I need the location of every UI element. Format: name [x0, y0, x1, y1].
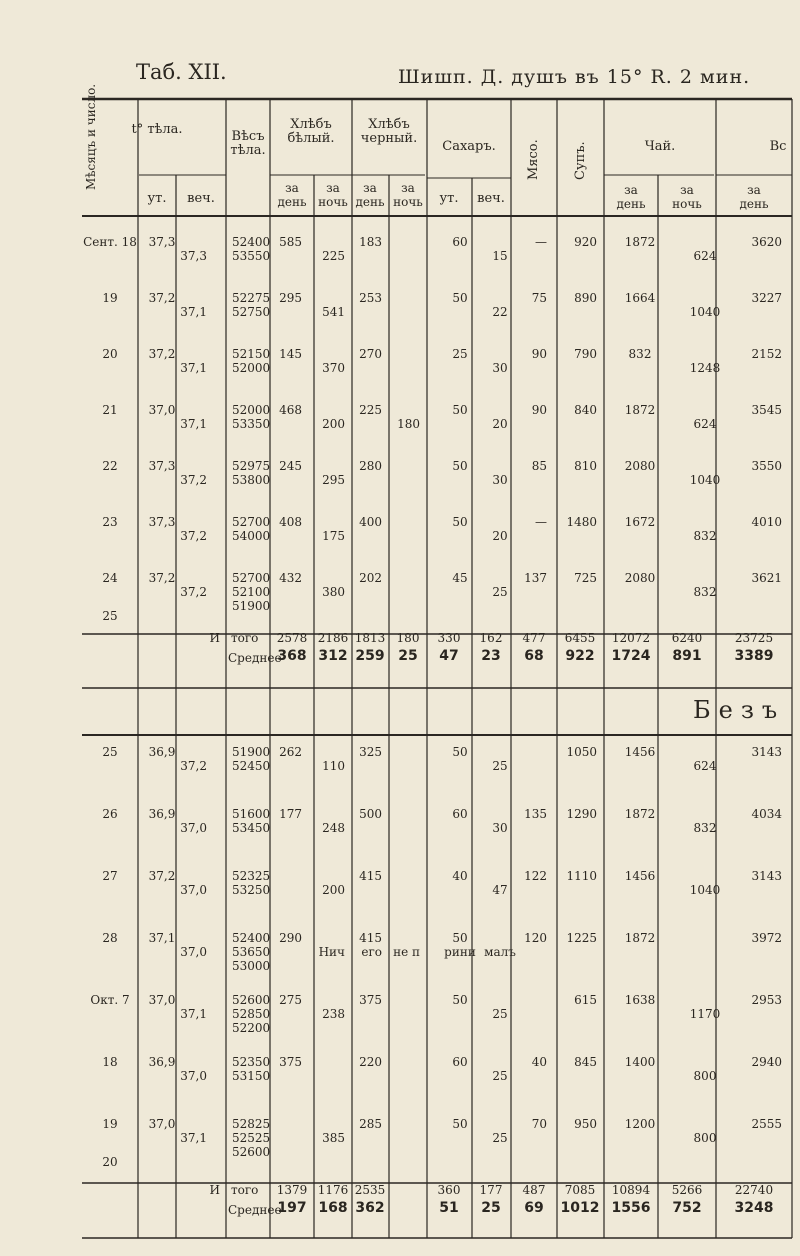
section-label-bez: Безъ — [693, 696, 786, 724]
soup-value: 920 — [574, 235, 597, 249]
avg-tea-night: 891 — [672, 648, 702, 664]
meat-value: 75 — [531, 291, 547, 305]
weight-1: 52825 — [232, 1117, 271, 1131]
temp-evening: 37,2 — [180, 473, 207, 487]
sugar-morning: 50 — [452, 515, 468, 529]
sugar-evening: 30 — [492, 473, 508, 487]
tea-night: 1170 — [689, 1007, 721, 1021]
tea-day: 2080 — [624, 459, 656, 473]
soup-value: 1110 — [566, 869, 597, 883]
sugar-evening: 25 — [492, 759, 508, 773]
average-label: Среднее — [228, 1203, 282, 1217]
meat-value: 135 — [524, 807, 547, 821]
row-date: 21 — [102, 403, 118, 417]
soup-value: 1480 — [566, 515, 597, 529]
tea-night: 1040 — [689, 305, 721, 319]
white-bread-night: 541 — [322, 305, 345, 319]
total-white-bread-day: 1379 — [276, 1183, 308, 1197]
row-date: 27 — [102, 869, 118, 883]
temp-evening: 37,1 — [180, 361, 207, 375]
total-white-bread-night: 1176 — [317, 1183, 349, 1197]
weight-2: 53350 — [232, 417, 271, 431]
meat-value: 70 — [531, 1117, 547, 1131]
weight-1: 52975 — [232, 459, 271, 473]
soup-value: 890 — [574, 291, 597, 305]
white-bread-day: 290 — [279, 931, 302, 945]
black-bread-day: 400 — [359, 515, 382, 529]
white-bread-day: 432 — [279, 571, 302, 585]
weight-1: 52600 — [232, 993, 271, 1007]
tea-day: 832 — [628, 347, 652, 361]
water-day: 3227 — [751, 291, 782, 305]
total-water: 23725 — [734, 631, 774, 645]
total-black-bread-day: 2535 — [354, 1183, 386, 1197]
avg-sugar-morning: 47 — [439, 648, 459, 664]
avg-sugar-evening: 25 — [481, 1200, 501, 1216]
water-day: 3143 — [751, 869, 782, 883]
meat-value: 85 — [531, 459, 547, 473]
col-black-bread-header: Хлѣбъ черный. — [360, 117, 418, 146]
total-soup: 7085 — [564, 1183, 596, 1197]
water-day: 2152 — [751, 347, 782, 361]
tea-night: 1040 — [689, 473, 721, 487]
water-day: 3550 — [751, 459, 782, 473]
avg-sugar-evening: 23 — [481, 648, 501, 664]
col-sugar-pm: веч. — [477, 191, 505, 206]
total-soup: 6455 — [564, 631, 596, 645]
white-bread-night: 110 — [322, 759, 345, 773]
soup-value: 615 — [574, 993, 597, 1007]
weight-1: 52000 — [232, 403, 271, 417]
row-date: 19 — [102, 1117, 118, 1131]
row-date: 22 — [102, 459, 118, 473]
weight-2: 52000 — [232, 361, 271, 375]
col-bb-night: за ночь — [393, 181, 423, 209]
tea-day: 1872 — [624, 807, 656, 821]
temp-morning: 37,2 — [148, 291, 176, 305]
col-tea-day: за день — [616, 183, 646, 211]
tea-night: 800 — [693, 1131, 717, 1145]
soup-value: 725 — [574, 571, 597, 585]
col-sugar-header: Сахаръ. — [442, 139, 496, 154]
tea-day: 1664 — [624, 291, 656, 305]
meat-value: — — [535, 235, 547, 249]
meat-value: 90 — [531, 403, 547, 417]
black-bread-day: 285 — [359, 1117, 382, 1131]
sugar-morning: 60 — [452, 807, 468, 821]
tea-night: 800 — [693, 1069, 717, 1083]
white-bread-night: 200 — [322, 883, 345, 897]
temp-morning: 37,3 — [148, 459, 176, 473]
weight-2: 53800 — [232, 473, 271, 487]
weight-3: 52600 — [232, 1145, 271, 1159]
col-bb-day: за день — [355, 181, 385, 209]
row-date: 18 — [102, 1055, 118, 1069]
row-date: Окт. 7 — [90, 993, 130, 1007]
avg-black-bread-day: 259 — [355, 648, 385, 664]
average-label: Среднее — [228, 651, 282, 665]
tea-day: 1872 — [624, 931, 656, 945]
white-bread-night: 238 — [322, 1007, 345, 1021]
total-black-bread-day: 1813 — [354, 631, 386, 645]
sugar-morning: 50 — [452, 993, 468, 1007]
weight-1: 52150 — [232, 347, 271, 361]
temp-morning: 37,1 — [148, 931, 176, 945]
white-bread-night: 370 — [322, 361, 345, 375]
weight-2: 53450 — [232, 821, 271, 835]
temp-morning: 36,9 — [148, 807, 176, 821]
avg-white-bread-day: 368 — [277, 648, 307, 664]
weight-1: 52400 — [232, 235, 271, 249]
soup-value: 1050 — [566, 745, 597, 759]
weight-2: 52850 — [232, 1007, 271, 1021]
white-bread-night: 225 — [322, 249, 345, 263]
black-bread-day: 415 — [359, 931, 382, 945]
col-wb-day: за день — [277, 181, 307, 209]
sugar-evening: 20 — [492, 529, 508, 543]
col-temp-header: t° тѣла. — [131, 122, 183, 137]
total-label: того — [231, 1183, 259, 1197]
sugar-evening: 25 — [492, 1007, 508, 1021]
sugar-evening: 30 — [492, 361, 508, 375]
weight-2: 52750 — [232, 305, 271, 319]
avg-meat: 69 — [524, 1200, 544, 1216]
tea-night: 624 — [693, 759, 717, 773]
tea-day: 1456 — [624, 869, 656, 883]
tea-day: 1872 — [624, 403, 656, 417]
black-bread-day: 202 — [359, 571, 382, 585]
white-bread-night: 248 — [322, 821, 345, 835]
weight-2: 52450 — [232, 759, 271, 773]
total-label: того — [231, 631, 259, 645]
weight-2: 53150 — [232, 1069, 271, 1083]
tea-day: 1456 — [624, 745, 656, 759]
avg-tea-night: 752 — [672, 1200, 702, 1216]
temp-evening: 37,2 — [180, 759, 207, 773]
tea-night: 1248 — [689, 361, 721, 375]
sugar-morning: 50 — [452, 403, 468, 417]
row-date: 19 — [102, 291, 118, 305]
soup-value: 840 — [574, 403, 597, 417]
sugar-morning: 50 — [452, 931, 468, 945]
sugar-morning: 40 — [452, 869, 468, 883]
tea-night: 832 — [693, 821, 717, 835]
temp-morning: 37,3 — [148, 235, 176, 249]
soup-value: 1290 — [566, 807, 597, 821]
white-bread-day: 145 — [279, 347, 302, 361]
weight-1: 52400 — [232, 931, 271, 945]
white-bread-night: 200 — [322, 417, 345, 431]
temp-morning: 37,0 — [148, 1117, 176, 1131]
temp-evening: 37,1 — [180, 305, 207, 319]
sugar-evening: 22 — [492, 305, 508, 319]
meat-value: 122 — [524, 869, 547, 883]
temp-evening: 37,2 — [180, 529, 207, 543]
sugar-morning: 45 — [452, 571, 468, 585]
sugar-morning: 25 — [452, 347, 468, 361]
temp-morning: 36,9 — [148, 1055, 176, 1069]
white-bread-day: 245 — [279, 459, 302, 473]
weight-1: 52275 — [232, 291, 271, 305]
temp-evening: 37,0 — [180, 883, 207, 897]
temp-evening: 37,0 — [180, 945, 207, 959]
sugar-morning: 60 — [452, 235, 468, 249]
black-bread-day: 183 — [359, 235, 382, 249]
sugar-evening: 47 — [492, 883, 508, 897]
total-sugar-evening: 177 — [479, 1183, 503, 1197]
avg-white-bread-night: 168 — [318, 1200, 348, 1216]
water-day: 3143 — [751, 745, 782, 759]
water-day: 3620 — [751, 235, 782, 249]
meat-value: 90 — [531, 347, 547, 361]
temp-evening: 37,1 — [180, 1131, 207, 1145]
total-meat: 487 — [522, 1183, 546, 1197]
tea-night: 624 — [693, 417, 717, 431]
temp-morning: 37,2 — [148, 571, 176, 585]
water-day: 2555 — [751, 1117, 782, 1131]
black-bread-day: 325 — [359, 745, 382, 759]
water-day: 4034 — [751, 807, 782, 821]
water-day: 2940 — [751, 1055, 782, 1069]
weight-3: 52200 — [232, 1021, 271, 1035]
col-wb-night: за ночь — [318, 181, 348, 209]
sugar-evening: 25 — [492, 1131, 508, 1145]
row-date: 28 — [102, 931, 118, 945]
temp-morning: 37,3 — [148, 515, 176, 529]
total-white-bread-day: 2578 — [276, 631, 308, 645]
avg-white-bread-day: 197 — [277, 1200, 307, 1216]
tea-day: 1672 — [624, 515, 656, 529]
white-bread-night: 385 — [322, 1131, 345, 1145]
total-label-i: И — [209, 1183, 220, 1197]
sugar-morning: 50 — [452, 745, 468, 759]
avg-white-bread-night: 312 — [318, 648, 348, 664]
sugar-evening: малъ — [484, 945, 516, 959]
black-bread-day-note: его — [361, 945, 382, 959]
temp-morning: 37,2 — [148, 347, 176, 361]
total-tea-day: 12072 — [611, 631, 651, 645]
soup-value: 790 — [574, 347, 597, 361]
weight-1: 51600 — [232, 807, 271, 821]
total-sugar-morning: 360 — [437, 1183, 461, 1197]
col-white-bread-header: Хлѣбъ бѣлый. — [287, 117, 335, 146]
row-date-second: 25 — [102, 609, 118, 623]
total-sugar-morning: 330 — [437, 631, 461, 645]
weight-2: 53650 — [232, 945, 271, 959]
tea-day: 1638 — [624, 993, 656, 1007]
sugar-morning: 50 — [452, 291, 468, 305]
white-bread-night: 295 — [322, 473, 345, 487]
tea-night: 832 — [693, 529, 717, 543]
tea-night: 832 — [693, 585, 717, 599]
weight-2: 53550 — [232, 249, 271, 263]
col-sugar-am: ут. — [439, 191, 459, 206]
tea-day: 1872 — [624, 235, 656, 249]
row-date: Сент. 18 — [83, 235, 137, 249]
row-date: 20 — [102, 347, 118, 361]
total-sugar-evening: 162 — [479, 631, 503, 645]
tea-day: 1400 — [624, 1055, 656, 1069]
row-date: 25 — [102, 745, 118, 759]
tea-day: 1200 — [624, 1117, 656, 1131]
temp-morning: 36,9 — [148, 745, 176, 759]
avg-meat: 68 — [524, 648, 544, 664]
white-bread-day: 408 — [279, 515, 302, 529]
weight-3: 53000 — [232, 959, 271, 973]
meat-value: 120 — [524, 931, 547, 945]
row-date-second: 20 — [102, 1155, 118, 1169]
weight-1: 52325 — [232, 869, 271, 883]
sugar-morning-note: рини — [444, 945, 476, 959]
black-bread-night: 180 — [397, 417, 420, 431]
temp-morning: 37,0 — [148, 403, 176, 417]
weight-2: 54000 — [232, 529, 271, 543]
white-bread-day: 375 — [279, 1055, 302, 1069]
black-bread-day: 220 — [359, 1055, 382, 1069]
black-bread-day: 225 — [359, 403, 382, 417]
sugar-evening: 15 — [492, 249, 508, 263]
temp-morning: 37,2 — [148, 869, 176, 883]
avg-water: 3248 — [734, 1200, 774, 1216]
meat-value: — — [535, 515, 547, 529]
white-bread-night: 380 — [322, 585, 345, 599]
sugar-morning: 50 — [452, 1117, 468, 1131]
white-bread-day: 295 — [279, 291, 302, 305]
avg-tea-day: 1556 — [611, 1200, 651, 1216]
col-temp-am: ут. — [147, 191, 167, 206]
black-bread-day: 270 — [359, 347, 382, 361]
total-label-i: И — [209, 631, 220, 645]
sugar-evening: 25 — [492, 585, 508, 599]
water-day: 3545 — [751, 403, 782, 417]
sugar-evening: 20 — [492, 417, 508, 431]
sugar-morning: 50 — [452, 459, 468, 473]
meat-value: 40 — [531, 1055, 547, 1069]
temp-evening: 37,1 — [180, 417, 207, 431]
total-tea-night: 6240 — [671, 631, 703, 645]
col-temp-pm: веч. — [187, 191, 215, 206]
avg-tea-day: 1724 — [611, 648, 651, 664]
black-bread-day: 375 — [359, 993, 382, 1007]
water-day: 4010 — [751, 515, 782, 529]
avg-water: 3389 — [734, 648, 774, 664]
tea-day: 2080 — [624, 571, 656, 585]
black-bread-night: не п — [393, 945, 420, 959]
black-bread-day: 500 — [359, 807, 382, 821]
subject-title: Шишп. Д. душъ въ 15° R. 2 мин. — [398, 66, 751, 88]
total-black-bread-night: 180 — [396, 631, 420, 645]
col-meat-header: Мясо. — [526, 139, 541, 180]
col-weight-header: Вѣсъ тѣла. — [230, 129, 266, 158]
temp-evening: 37,2 — [180, 585, 207, 599]
soup-value: 845 — [574, 1055, 597, 1069]
tea-night: 624 — [693, 249, 717, 263]
white-bread-day: 275 — [279, 993, 302, 1007]
black-bread-day: 415 — [359, 869, 382, 883]
white-bread-day: 585 — [279, 235, 302, 249]
water-day: 3972 — [751, 931, 782, 945]
row-date: 26 — [102, 807, 118, 821]
col-month-header: Мѣсяцъ и число. — [84, 83, 98, 190]
weight-1: 52700 — [232, 571, 271, 585]
soup-value: 950 — [574, 1117, 597, 1131]
weight-1: 52350 — [232, 1055, 271, 1069]
temp-evening: 37,1 — [180, 1007, 207, 1021]
total-meat: 477 — [522, 631, 546, 645]
weight-2: 53250 — [232, 883, 271, 897]
weight-1: 52700 — [232, 515, 271, 529]
sugar-morning: 60 — [452, 1055, 468, 1069]
total-water: 22740 — [734, 1183, 774, 1197]
total-tea-night: 5266 — [671, 1183, 703, 1197]
col-water-header: Вс — [769, 139, 787, 154]
meat-value: 137 — [524, 571, 547, 585]
water-day: 2953 — [751, 993, 782, 1007]
weight-1: 51900 — [232, 745, 271, 759]
temp-evening: 37,3 — [180, 249, 207, 263]
temp-evening: 37,0 — [180, 821, 207, 835]
weight-2: 52525 — [232, 1131, 271, 1145]
table-number: Таб. XII. — [136, 60, 227, 84]
sugar-evening: 25 — [492, 1069, 508, 1083]
white-bread-day: 262 — [279, 745, 302, 759]
total-tea-day: 10894 — [611, 1183, 651, 1197]
white-bread-night: 175 — [322, 529, 345, 543]
row-date: 24 — [102, 571, 118, 585]
avg-soup: 922 — [565, 648, 595, 664]
sugar-evening: 30 — [492, 821, 508, 835]
total-white-bread-night: 2186 — [317, 631, 349, 645]
col-tea-header: Чай. — [644, 139, 676, 154]
tea-night: 1040 — [689, 883, 721, 897]
avg-soup: 1012 — [560, 1200, 600, 1216]
water-day: 3621 — [751, 571, 782, 585]
avg-sugar-morning: 51 — [439, 1200, 459, 1216]
row-date: 23 — [102, 515, 118, 529]
col-soup-header: Супъ. — [573, 141, 588, 180]
col-water-day: за день — [739, 183, 769, 211]
white-bread-night: Нич — [318, 945, 345, 959]
white-bread-day: 177 — [279, 807, 302, 821]
temp-evening: 37,0 — [180, 1069, 207, 1083]
temp-morning: 37,0 — [148, 993, 176, 1007]
weight-2: 52100 — [232, 585, 271, 599]
avg-black-bread-night: 25 — [398, 648, 418, 664]
soup-value: 1225 — [566, 931, 597, 945]
black-bread-day: 280 — [359, 459, 382, 473]
avg-black-bread-day: 362 — [355, 1200, 385, 1216]
soup-value: 810 — [574, 459, 597, 473]
weight-3: 51900 — [232, 599, 271, 613]
black-bread-day: 253 — [359, 291, 382, 305]
white-bread-day: 468 — [279, 403, 302, 417]
col-tea-night: за ночь — [672, 183, 702, 211]
